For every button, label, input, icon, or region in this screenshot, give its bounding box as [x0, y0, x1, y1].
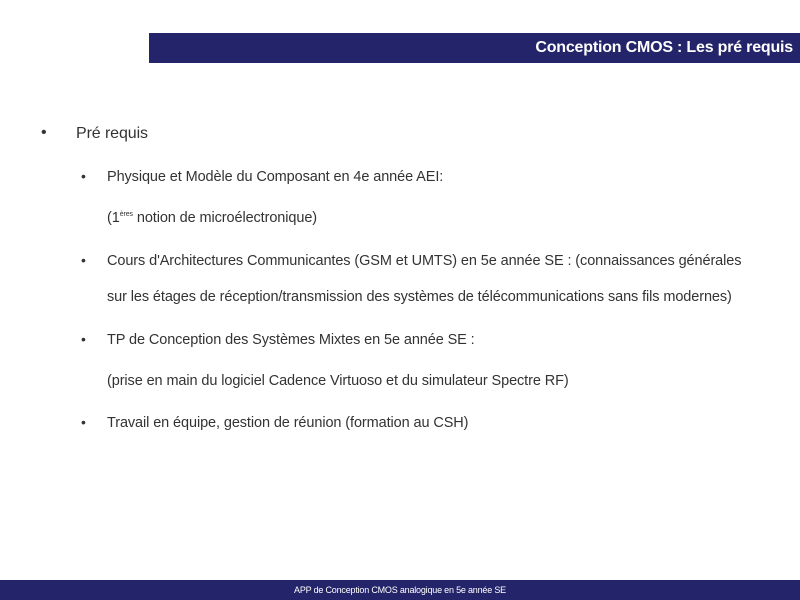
level1-heading: Pré requis	[76, 125, 148, 142]
item-1-line-2-suffix: notion de microélectronique)	[132, 210, 318, 226]
slide-title: Conception CMOS : Les pré requis	[535, 39, 793, 56]
item-1-line-2-superscript: ères	[119, 211, 133, 218]
item-2-line-2: sur les étages de réception/transmission des systèmes de télécommunications sans fils modernes)	[107, 289, 732, 305]
bullet-item-1: •	[81, 168, 86, 184]
item-1-line-1: Physique et Modèle du Composant en 4e année AEI:	[107, 169, 444, 185]
slide-footer-bar	[0, 580, 800, 600]
level1-bullet: •	[41, 124, 47, 141]
item-3-line-1: TP de Conception des Systèmes Mixtes en 5e année SE :	[107, 332, 475, 348]
item-3-line-2: (prise en main du logiciel Cadence Virtuoso et du simulateur Spectre RF)	[107, 373, 569, 389]
bullet-item-4: •	[81, 414, 86, 430]
item-2-line-1: Cours d'Architectures Communicantes (GSM et UMTS) en 5e année SE : (connaissances générales	[107, 253, 742, 269]
slide-title-bar	[149, 33, 800, 63]
item-1-line-2	[107, 210, 317, 226]
bullet-item-2: •	[81, 252, 86, 268]
bullet-item-3: •	[81, 331, 86, 347]
item-1-line-2-prefix: (1	[107, 210, 120, 226]
footer-text: APP de Conception CMOS analogique en 5e année SE	[294, 585, 506, 595]
item-4-line-1: Travail en équipe, gestion de réunion (formation au CSH)	[107, 415, 469, 431]
